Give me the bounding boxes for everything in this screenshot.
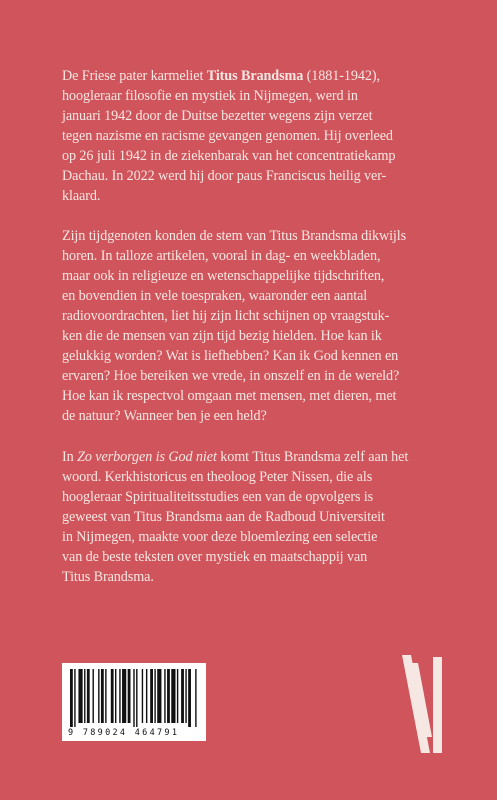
barcode-bar bbox=[164, 669, 165, 723]
text-line: horen. In talloze artikelen, vooral in dag- en weekbladen, bbox=[62, 248, 381, 264]
text-line: ervaren? Hoe bereiken we vrede, in onszelf en in de wereld? bbox=[62, 368, 400, 384]
text-line: in Nijmegen, maakte voor deze bloemlezing een selectie bbox=[62, 529, 378, 545]
barcode-bar bbox=[146, 669, 147, 723]
barcode-bar bbox=[133, 669, 134, 727]
barcode-bar bbox=[185, 669, 186, 723]
isbn-barcode bbox=[62, 663, 206, 741]
text-span: De Friese pater karmeliet bbox=[62, 68, 207, 84]
text-line: maar ook in religieuze en wetenschappelijke tijdschriften, bbox=[62, 268, 385, 284]
barcode-bar bbox=[195, 669, 196, 727]
text-line: radiovoordrachten, liet hij zijn licht schijnen op vraagstuk- bbox=[62, 308, 390, 324]
barcode-bar bbox=[105, 669, 106, 723]
text-line: woord. Kerkhistoricus en theoloog Peter Nissen, die als bbox=[62, 469, 373, 485]
barcode-bar bbox=[93, 669, 94, 723]
text-line: hoogleraar Spiritualiteitsstudies een van de opvolgers is bbox=[62, 489, 374, 505]
barcode-bar bbox=[70, 669, 73, 727]
barcode-bar bbox=[101, 669, 104, 723]
barcode-bars bbox=[70, 669, 198, 727]
paragraph-questions bbox=[62, 226, 442, 426]
text-line: hoogleraar filosofie en mystiek in Nijmegen, werd in bbox=[62, 88, 358, 104]
text-span: komt Titus Brandsma zelf aan het bbox=[216, 449, 409, 465]
paragraph-book-description bbox=[62, 447, 442, 587]
author-name: Titus Brandsma bbox=[206, 68, 304, 84]
text-line: op 26 juli 1942 in de ziekenbarak van het concentratiekamp bbox=[62, 148, 396, 164]
publisher-logo-icon bbox=[402, 655, 442, 753]
barcode-bar bbox=[111, 669, 114, 723]
text-line: klaard. bbox=[62, 188, 101, 204]
barcode-bar bbox=[157, 669, 161, 723]
barcode-bar bbox=[142, 669, 143, 723]
barcode-bar bbox=[128, 669, 131, 723]
book-title: Zo verborgen is God niet bbox=[77, 449, 217, 465]
text-line: ken die de mensen van zijn tijd bezig hielden. Hoe kan ik bbox=[62, 328, 382, 344]
text-line: januari 1942 door de Duitse bezetter wegens zijn verzet bbox=[62, 108, 373, 124]
text-line: Titus Brandsma. bbox=[62, 569, 154, 585]
text-line: Dachau. In 2022 werd hij door paus Franciscus heilig ver- bbox=[62, 168, 387, 184]
barcode-bar bbox=[188, 669, 191, 727]
text-line: geweest van Titus Brandsma aan de Radboud Universiteit bbox=[62, 509, 385, 525]
barcode-bar bbox=[78, 669, 82, 723]
barcode-bar bbox=[167, 669, 170, 723]
barcode-bar bbox=[171, 669, 175, 723]
text-line: en bovendien in vele toespraken, waaronder een aantal bbox=[62, 288, 368, 304]
barcode-bar bbox=[74, 669, 75, 727]
text-line: Zijn tijdgenoten konden de stem van Titus Brandsma dikwijls bbox=[62, 228, 407, 244]
barcode-bar bbox=[181, 669, 184, 723]
barcode-bar bbox=[154, 669, 155, 723]
barcode-bar bbox=[115, 669, 116, 723]
barcode-bar bbox=[98, 669, 99, 723]
text-span: In bbox=[62, 449, 78, 465]
text-line bbox=[62, 447, 442, 467]
barcode-bar bbox=[122, 669, 126, 723]
barcode-bar bbox=[136, 669, 137, 727]
barcode-bar bbox=[84, 669, 85, 723]
barcode-bar bbox=[150, 669, 153, 723]
text-line: gelukkig worden? Wat is liefhebben? Kan ik God kennen en bbox=[62, 348, 399, 364]
barcode-bar bbox=[119, 669, 120, 723]
text-line: van de beste teksten over mystiek en maatschappij van bbox=[62, 549, 368, 565]
text-line: de natuur? Wanneer ben je een held? bbox=[62, 408, 267, 424]
barcode-bar bbox=[87, 669, 90, 723]
text-line bbox=[62, 66, 442, 86]
text-line: Hoe kan ik respectvol omgaan met mensen, met dieren, met bbox=[62, 388, 397, 404]
paragraph-biography bbox=[62, 66, 442, 206]
isbn-number: 9 789024 464791 bbox=[68, 728, 180, 738]
barcode-bar bbox=[177, 669, 178, 723]
text-span: (1881-1942), bbox=[303, 68, 380, 84]
text-line: tegen nazisme en racisme gevangen genomen. Hij overleed bbox=[62, 128, 393, 144]
